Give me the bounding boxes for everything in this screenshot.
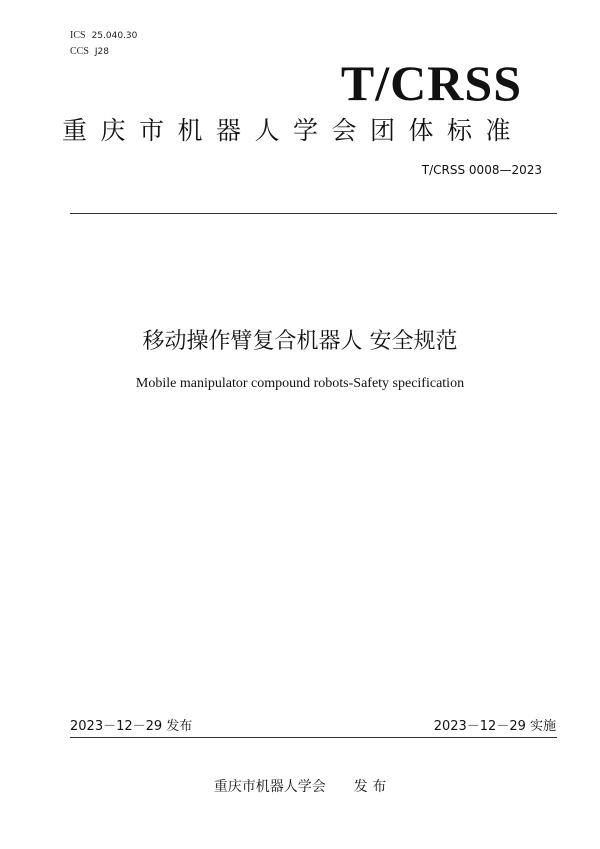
ics-value: 25.040.30 xyxy=(91,31,138,41)
ccs-label: CCS xyxy=(70,46,89,57)
publisher-action: 发 布 xyxy=(353,779,387,795)
ccs-value: J28 xyxy=(94,47,110,57)
publish-date: 2023－12－29 发布 xyxy=(70,719,193,734)
top-divider xyxy=(70,213,557,214)
standard-number: T/CRSS 0008—2023 xyxy=(421,163,542,177)
document-title-chinese: 移动操作臂复合机器人 安全规范 xyxy=(142,329,458,354)
publisher-line xyxy=(0,776,600,796)
ccs-line xyxy=(70,46,109,57)
implement-date: 2023－12－29 实施 xyxy=(433,719,556,734)
document-title-english: Mobile manipulator compound robots-Safety specification xyxy=(135,376,465,391)
standard-logo: T/CRSS xyxy=(340,55,522,111)
bottom-divider xyxy=(70,737,557,738)
publisher-name: 重庆市机器人学会 xyxy=(213,779,326,795)
ics-label: ICS xyxy=(70,30,86,41)
ics-line xyxy=(70,30,137,41)
organization-standard-title: 重庆市机器人学会团体标准 xyxy=(62,116,525,145)
